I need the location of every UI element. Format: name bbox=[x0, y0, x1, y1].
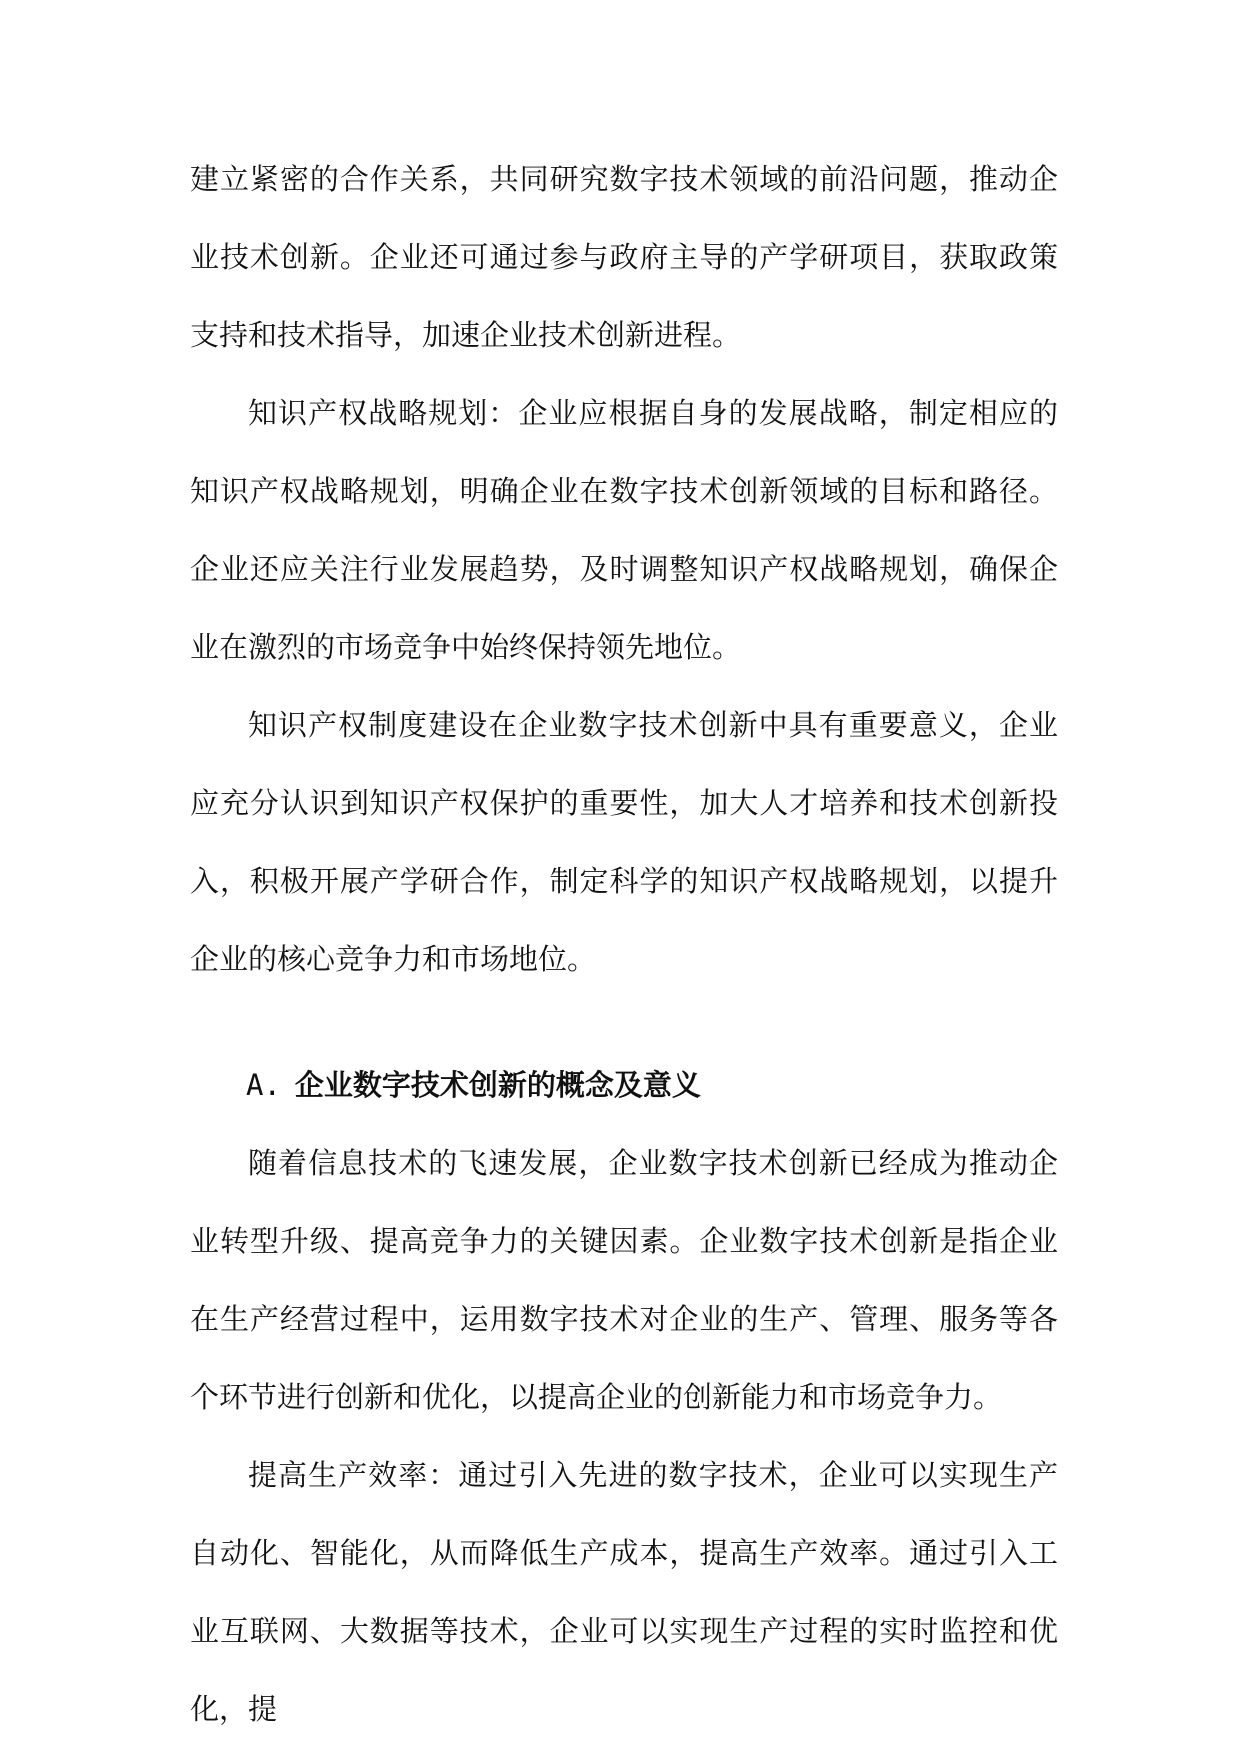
section-number: A. bbox=[246, 1068, 281, 1102]
paragraph: 随着信息技术的飞速发展，企业数字技术创新已经成为推动企业转型升级、提高竞争力的关键因素。企业数字技术创新是指企业在生产经营过程中，运用数字技术对企业的生产、管理、服务等各个环节进行创新和优化，以提高企业的创新能力和市场竞争力。 bbox=[190, 1146, 1058, 1414]
paragraph: 知识产权战略规划：企业应根据自身的发展战略，制定相应的知识产权战略规划，明确企业在数字技术创新领域的目标和路径。企业还应关注行业发展趋势，及时调整知识产权战略规划，确保企业在激烈的市场竞争中始终保持领先地位。 bbox=[190, 396, 1058, 664]
document-body bbox=[190, 140, 1058, 1748]
section-title: 企业数字技术创新的概念及意义 bbox=[294, 1068, 701, 1102]
paragraph: 建立紧密的合作关系，共同研究数字技术领域的前沿问题，推动企业技术创新。企业还可通过参与政府主导的产学研项目，获取政策支持和技术指导，加速企业技术创新进程。 bbox=[190, 162, 1058, 352]
section-heading bbox=[190, 1046, 1058, 1124]
paragraph: 知识产权制度建设在企业数字技术创新中具有重要意义，企业应充分认识到知识产权保护的重要性，加大人才培养和技术创新投入，积极开展产学研合作，制定科学的知识产权战略规划，以提升企业的核心竞争力和市场地位。 bbox=[190, 708, 1058, 976]
paragraph: 提高生产效率：通过引入先进的数字技术，企业可以实现生产自动化、智能化，从而降低生产成本，提高生产效率。通过引入工业互联网、大数据等技术，企业可以实现生产过程的实时监控和优化，提 bbox=[190, 1458, 1058, 1726]
